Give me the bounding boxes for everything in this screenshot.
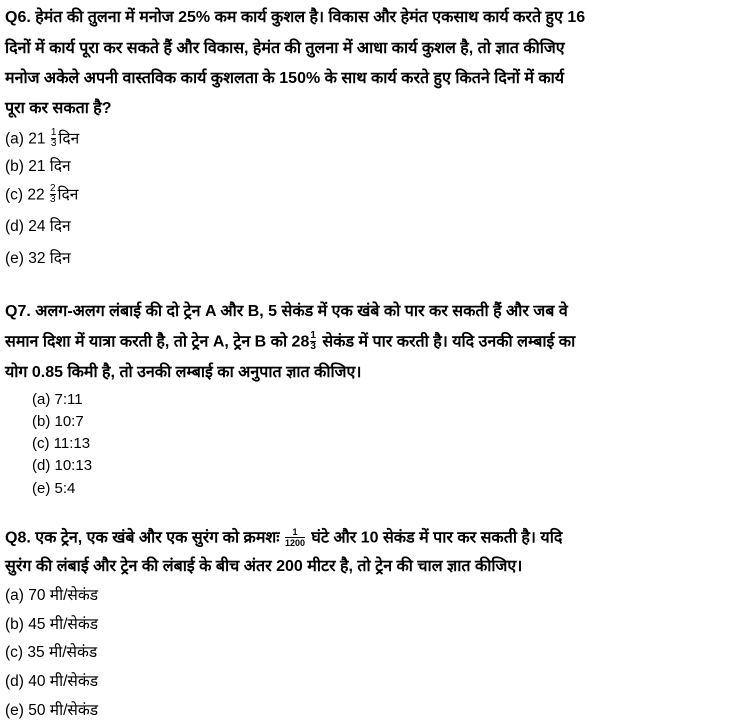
question-7-option-e[interactable] bbox=[32, 479, 75, 499]
option-label: (e) bbox=[5, 702, 29, 719]
option-label: (c) bbox=[32, 435, 54, 452]
option-text: 10:7 bbox=[54, 413, 84, 430]
option-label: (b) bbox=[5, 158, 29, 175]
question-8-option-b[interactable] bbox=[5, 615, 98, 635]
text-after-fraction: सेकंड में पार करती है। यदि उनकी लम्बाई का bbox=[317, 333, 576, 351]
option-text: 7:11 bbox=[54, 391, 83, 408]
option-text: 24 दिन bbox=[28, 218, 71, 235]
question-7-option-c[interactable] bbox=[32, 434, 90, 454]
option-text: 50 मी/सेकंड bbox=[28, 702, 99, 719]
fraction-numerator: 1 bbox=[310, 330, 316, 341]
option-label: (a) bbox=[5, 587, 29, 604]
fraction bbox=[285, 527, 305, 548]
question-7-text-line-2 bbox=[5, 332, 575, 353]
fraction bbox=[310, 331, 316, 352]
question-8-option-d[interactable] bbox=[5, 672, 98, 692]
option-whole-number: 22 bbox=[27, 186, 45, 204]
fraction-numerator: 2 bbox=[49, 183, 56, 194]
option-label: (e) bbox=[5, 250, 29, 267]
question-8-option-e[interactable] bbox=[5, 701, 98, 721]
option-label: (a) bbox=[32, 391, 55, 408]
option-text: 11:13 bbox=[53, 435, 91, 452]
option-text: 10:13 bbox=[54, 457, 93, 474]
option-text: 5:4 bbox=[54, 480, 76, 497]
option-label: (b) bbox=[5, 616, 29, 633]
option-text: 45 मी/सेकंड bbox=[28, 616, 99, 633]
option-label: (c) bbox=[5, 186, 28, 204]
question-6-text-line-1: Q6. हेमंत की तुलना में मनोज 25% कम कार्य कुशल है। विकास और हेमंत एकसाथ कार्य करते हुए 16 bbox=[5, 9, 586, 26]
option-text: 35 मी/सेकंड bbox=[27, 644, 98, 661]
question-7-option-a[interactable] bbox=[32, 390, 83, 410]
fraction bbox=[50, 184, 56, 205]
fraction-numerator: 1 bbox=[50, 127, 57, 138]
fraction-denominator: 3 bbox=[310, 341, 316, 352]
question-8-option-a[interactable] bbox=[5, 586, 98, 606]
option-unit: दिन bbox=[58, 130, 80, 148]
question-7-text-line-3: योग 0.85 किमी है, तो उनकी लम्बाई का अनुपात ज्ञात कीजिए। bbox=[5, 364, 362, 381]
text-after-fraction: घंटे और 10 सेकंड में पार कर सकती है। यदि bbox=[306, 529, 563, 547]
option-text: 70 मी/सेकंड bbox=[28, 587, 99, 604]
option-label: (b) bbox=[32, 413, 55, 430]
option-label: (d) bbox=[32, 457, 55, 474]
question-7-text-line-1: Q7. अलग-अलग लंबाई की दो ट्रेन A और B, 5 सेकंड में एक खंबे को पार कर सकती हैं और जब वे bbox=[5, 303, 568, 320]
option-label: (e) bbox=[32, 480, 55, 497]
question-8-option-c[interactable] bbox=[5, 643, 97, 663]
question-6-option-e[interactable] bbox=[5, 249, 71, 269]
fraction-denominator: 1200 bbox=[284, 538, 305, 548]
option-text: 21 दिन bbox=[28, 158, 71, 175]
option-text: 40 मी/सेकंड bbox=[28, 673, 99, 690]
fraction bbox=[51, 128, 57, 149]
question-7-option-d[interactable] bbox=[32, 456, 92, 476]
question-6-text-line-3: मनोज अकेले अपनी वास्तविक कार्य कुशलता के 150% के साथ कार्य करते हुए कितने दिनों में कार्य bbox=[5, 70, 565, 87]
question-8-text-line-1 bbox=[5, 528, 562, 549]
question-6-option-b[interactable] bbox=[5, 157, 71, 177]
option-label: (d) bbox=[5, 673, 29, 690]
question-6-option-d[interactable] bbox=[5, 217, 71, 237]
question-6-option-c[interactable] bbox=[5, 185, 78, 206]
question-6-text-line-2: दिनों में कार्य पूरा कर सकते हैं और विकास, हेमंत की तुलना में आधा कार्य कुशल है, तो ज्ञात कीजिए bbox=[5, 40, 565, 57]
fraction-denominator: 3 bbox=[49, 194, 56, 205]
option-unit: दिन bbox=[57, 186, 79, 204]
option-whole-number: 21 bbox=[28, 130, 46, 148]
option-text: 32 दिन bbox=[28, 250, 71, 267]
question-7-option-b[interactable] bbox=[32, 412, 84, 432]
question-6-text-line-4: पूरा कर सकता है? bbox=[5, 100, 112, 117]
fraction-numerator: 1 bbox=[292, 527, 298, 537]
option-label: (c) bbox=[5, 644, 28, 661]
text-before-fraction: Q8. एक ट्रेन, एक खंबे और एक सुरंग को क्रमशः bbox=[5, 529, 284, 547]
option-label: (d) bbox=[5, 218, 29, 235]
option-label: (a) bbox=[5, 130, 29, 148]
question-8-text-line-2: सुरंग की लंबाई और ट्रेन की लंबाई के बीच अंतर 200 मीटर है, तो ट्रेन की चाल ज्ञात कीजिए। bbox=[5, 558, 523, 575]
fraction-denominator: 3 bbox=[50, 138, 57, 149]
question-6-option-a[interactable] bbox=[5, 129, 79, 150]
text-before-fraction: समान दिशा में यात्रा करती है, तो ट्रेन A, ट्रेन B को 28 bbox=[5, 333, 310, 351]
